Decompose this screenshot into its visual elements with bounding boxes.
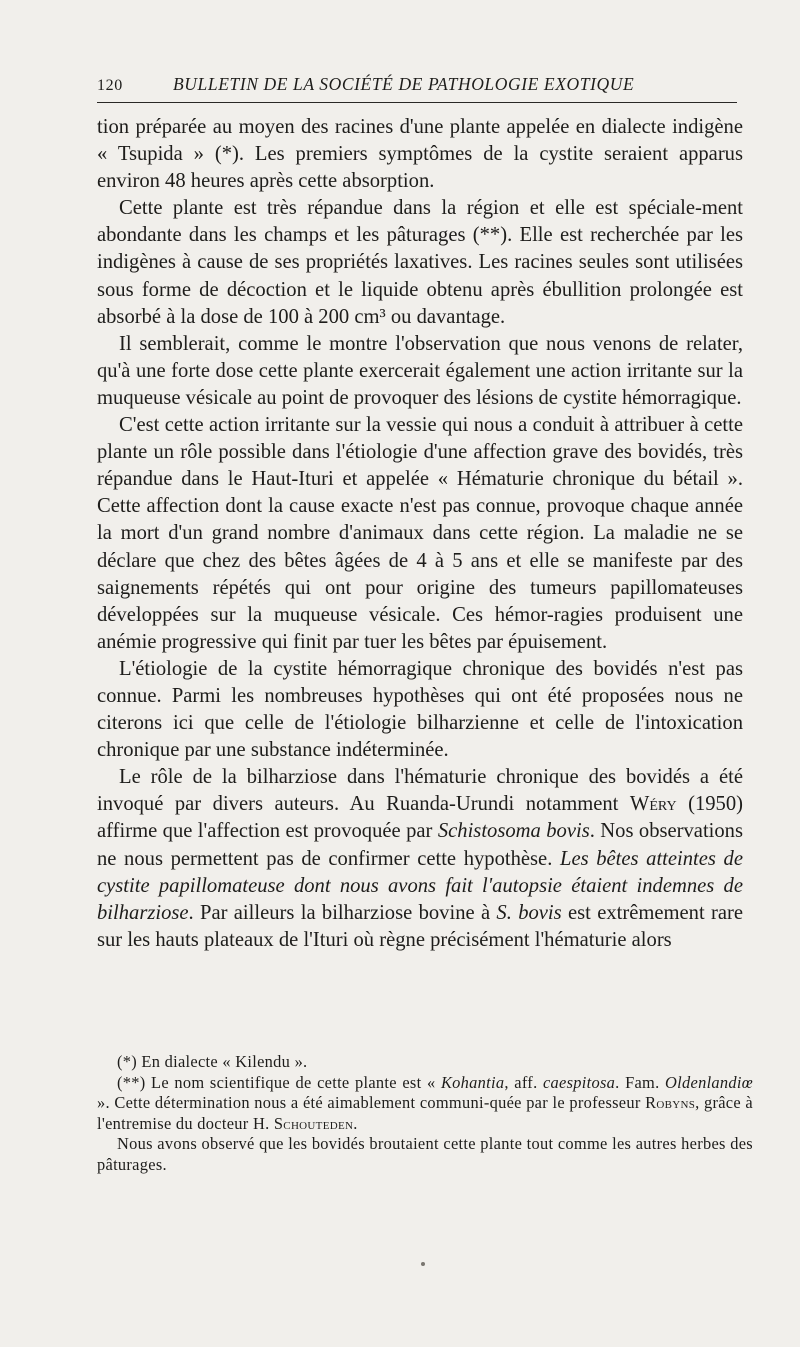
- author-name: Robyns: [645, 1093, 696, 1113]
- species-name: Schistosoma bovis: [437, 820, 590, 843]
- text-run: (**) Le nom scientifique de cette plante est «: [117, 1072, 441, 1092]
- footnote: Nous avons observé que les bovidés broutaient cette plante tout comme les autres herbes des pâturages.: [97, 1134, 753, 1174]
- family-name: Oldenlandiœ: [665, 1072, 753, 1092]
- header-rule: [97, 102, 737, 103]
- text-run: ». Cette détermination nous a été aimablement communi-quée par le professeur: [97, 1093, 646, 1113]
- paragraph: Cette plante est très répandue dans la région et elle est spéciale-ment abondante dans les champs et les pâturages (**). Elle est recherchée par les indigènes à cause de ses propriétés laxatives. Les racines seules sont utilisées sous forme de décoction et le liquide obtenu après ébullition prolongée est absorbé à la dose de 100 à 200 cm³ ou davantage.: [97, 197, 743, 328]
- text-run: , aff.: [504, 1072, 543, 1092]
- footnotes: [97, 1052, 753, 1176]
- ink-speck: [421, 1262, 425, 1266]
- paragraph: C'est cette action irritante sur la vessie qui nous a conduit à attribuer à cette plante un rôle possible dans l'étiologie d'une affection grave des bovidés, très répandue dans le Haut-Ituri et appelée « Hématurie chronique du bétail ». Cette affection dont la cause exacte n'est pas connue, provoque chaque année la mort d'un grand nombre d'animaux dans cette région. La maladie ne se déclare que chez des bêtes âgées de 4 à 5 ans et elle se manifeste par des saignements répétés qui ont pour origine des tumeurs papillomateuses développées sur la muqueuse vésicale. Ces hémor-ragies produisent une anémie progressive qui finit par tuer les bêtes par épuisement.: [97, 414, 743, 653]
- paragraph: tion préparée au moyen des racines d'une plante appelée en dialecte indigène « Tsupida » (*). Les premiers symptômes de la cystite seraient apparus environ 48 heures après cette absorption.: [97, 116, 743, 193]
- paragraph: [97, 764, 743, 954]
- species-name: caespitosa: [542, 1072, 616, 1092]
- text-run: . Par ailleurs la bilharziose bovine à: [188, 901, 497, 924]
- species-name: S. bovis: [496, 901, 562, 924]
- footnote: [97, 1073, 753, 1135]
- text-run: (1950) affirme que l'affection est provoquée par: [97, 793, 743, 843]
- text-run: est extrêmement rare sur les hauts plateaux de l'Ituri où règne précisément l'hématurie alors: [97, 901, 744, 951]
- author-name: Schouteden: [273, 1113, 354, 1133]
- body-text: [97, 114, 743, 954]
- page-header: [97, 74, 737, 102]
- paragraph: Il semblerait, comme le montre l'observation que nous venons de relater, qu'à une forte dose cette plante exercerait également une action irritante sur la muqueuse vésicale au point de provoquer des lésions de cystite hémorragique.: [97, 332, 743, 409]
- footnote: (*) En dialecte « Kilendu ».: [117, 1052, 308, 1071]
- text-run: , grâce à l'entremise du docteur H.: [97, 1093, 753, 1133]
- page-number: 120: [97, 77, 123, 94]
- plant-name: Kohantia: [440, 1072, 505, 1092]
- text-run: . Nos observations ne nous permettent pas de confirmer cette hypothèse.: [97, 820, 743, 870]
- text-run: . Fam.: [615, 1072, 666, 1092]
- emphasized-sentence: Les bêtes atteintes de cystite papillomateuse dont nous avons fait l'autopsie étaient indemnes de bilharziose: [97, 847, 743, 924]
- running-title: BULLETIN DE LA SOCIÉTÉ DE PATHOLOGIE EXOTIQUE: [173, 74, 635, 94]
- paragraph: L'étiologie de la cystite hémorragique chronique des bovidés n'est pas connue. Parmi les nombreuses hypothèses qui ont été proposées nous ne citerons ici que celle de l'étiologie bilharzienne et celle de l'intoxication chronique par une substance indéterminée.: [97, 657, 743, 762]
- text-run: .: [353, 1113, 358, 1133]
- author-name: Wéry: [629, 793, 677, 816]
- text-run: Le rôle de la bilharziose dans l'hématurie chronique des bovidés a été invoqué par divers auteurs. Au Ruanda-Urundi notamment: [97, 766, 743, 816]
